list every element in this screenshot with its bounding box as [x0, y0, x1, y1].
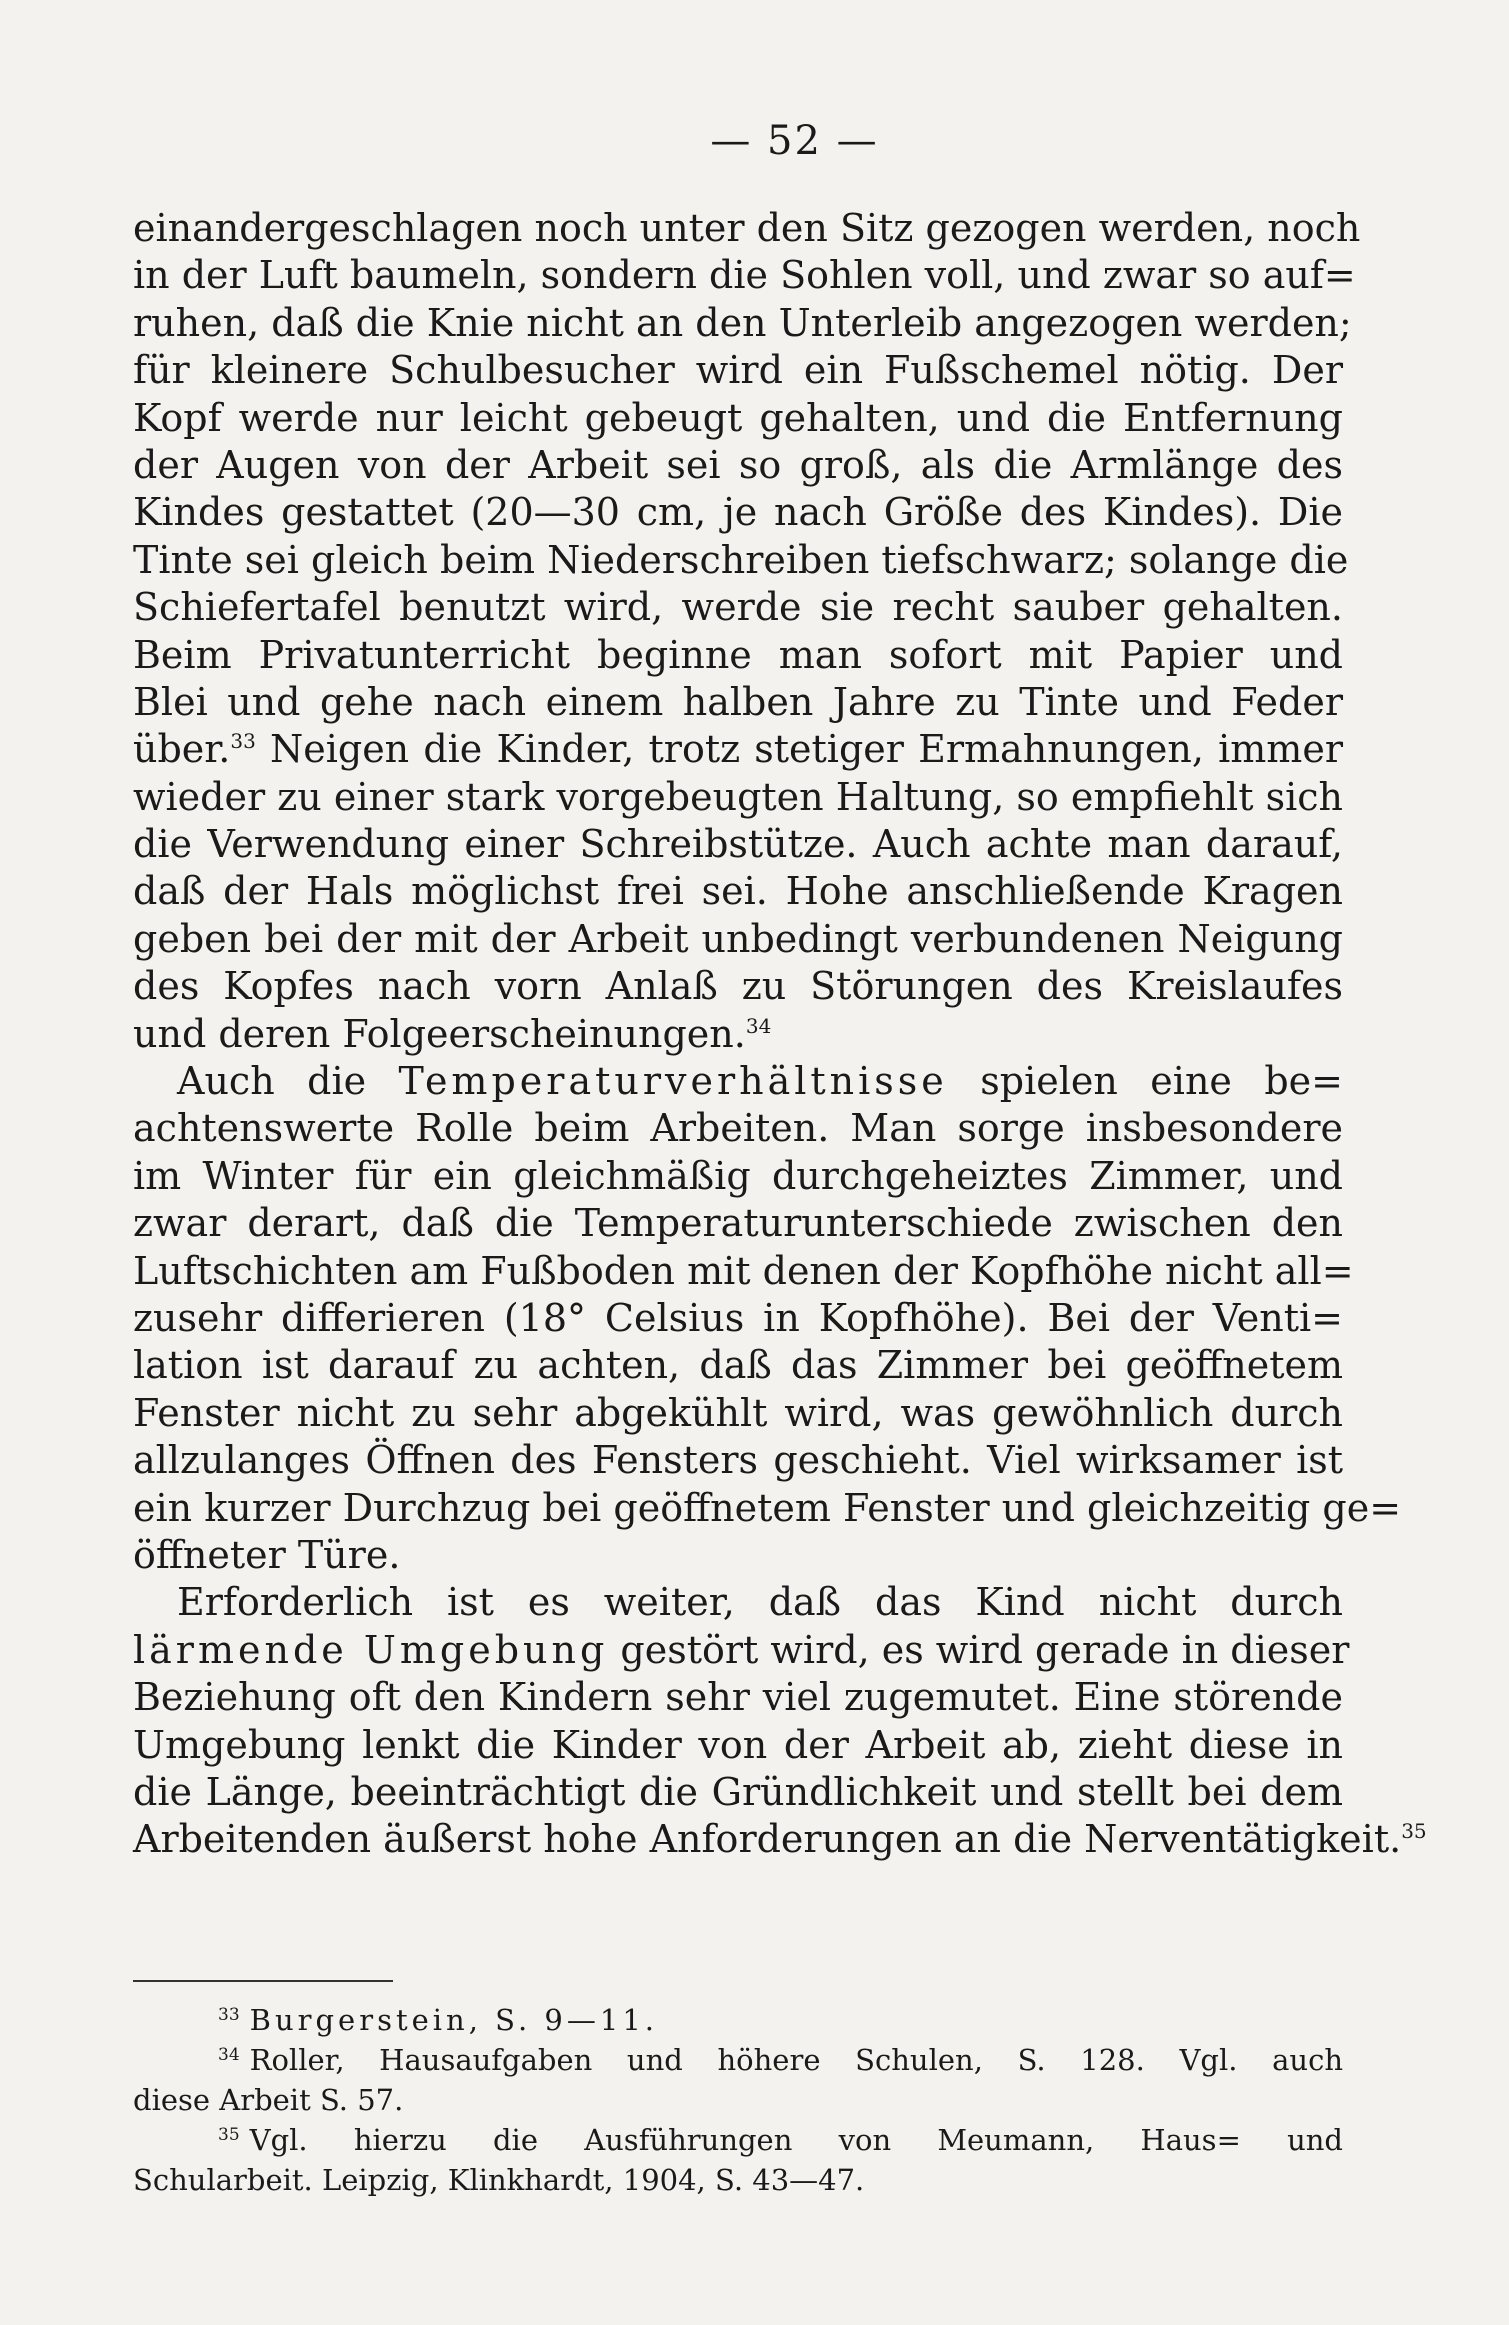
body-text: [133, 205, 1427, 1864]
text-line: der Augen von der Arbeit sei so groß, als die Armlänge des: [133, 442, 1343, 487]
text-line: [133, 1011, 1343, 1058]
text-line: Erforderlich ist es weiter, daß das Kind nicht durch: [177, 1580, 1343, 1625]
footnote-33: [133, 2000, 1343, 2040]
text-line: [133, 726, 1343, 773]
footnote-35-continued: Schularbeit. Leipzig, Klinkhardt, 1904, S. 43—47.: [133, 2163, 865, 2197]
text-line: ruhen, daß die Knie nicht an den Unterleib angezogen werden;: [133, 300, 1352, 345]
footnote-ref-34[interactable]: 34: [745, 1013, 772, 1038]
text-line: lation ist darauf zu achten, daß das Zimmer bei geöffnetem: [133, 1343, 1343, 1388]
text-line: geben bei der mit der Arbeit unbedingt verbundenen Neigung: [133, 916, 1343, 961]
text-line: Beim Privatunterricht beginne man sofort mit Papier und: [133, 632, 1343, 677]
text-line: wieder zu einer stark vorgebeugten Haltung, so empfiehlt sich: [133, 774, 1343, 819]
footnote-34-continued: diese Arbeit S. 57.: [133, 2083, 404, 2117]
footnote-34: [133, 2040, 1343, 2080]
emphasized-term: lärmende Umgebung: [133, 1627, 609, 1672]
footnote-text: Roller, Hausaufgaben und höhere Schulen, S. 128. Vgl. auch: [249, 2043, 1343, 2077]
text-line: achtenswerte Rolle beim Arbeiten. Man sorge insbesondere: [133, 1106, 1343, 1151]
text-line: in der Luft baumeln, sondern die Sohlen voll, und zwar so auf=: [133, 253, 1356, 298]
footnote-text: Burgerstein, S. 9—11.: [249, 2003, 659, 2037]
text-line: Kopf werde nur leicht gebeugt gehalten, und die Entfernung: [133, 395, 1343, 440]
emphasized-term: Temperaturverhältnisse: [398, 1059, 948, 1104]
text-line: [133, 1816, 1427, 1863]
text-line: ein kurzer Durchzug bei geöffnetem Fenster und gleichzeitig ge=: [133, 1485, 1402, 1530]
text-line: zusehr differieren (18° Celsius in Kopfhöhe). Bei der Venti=: [133, 1295, 1343, 1340]
text-line: Fenster nicht zu sehr abgekühlt wird, was gewöhnlich durch: [133, 1390, 1343, 1435]
text-line: zwar derart, daß die Temperaturunterschiede zwischen den: [133, 1201, 1343, 1246]
text-line: einandergeschlagen noch unter den Sitz gezogen werden, noch: [133, 206, 1361, 250]
text-line: Tinte sei gleich beim Niederschreiben tiefschwarz; solange die: [133, 537, 1349, 582]
text-line: Beziehung oft den Kindern sehr viel zugemutet. Eine störende: [133, 1675, 1343, 1720]
text-line: im Winter für ein gleichmäßig durchgeheiztes Zimmer, und: [133, 1153, 1343, 1198]
text-fragment: spielen eine be=: [947, 1059, 1344, 1104]
text-line: für kleinere Schulbesucher wird ein Fußschemel nötig. Der: [133, 348, 1343, 393]
footnote-ref-33[interactable]: 33: [230, 729, 256, 754]
text-line: daß der Hals möglichst frei sei. Hohe anschließende Kragen: [133, 869, 1343, 914]
text-fragment: über.: [133, 727, 231, 772]
text-line: allzulanges Öffnen des Fensters geschieht. Viel wirksamer ist: [133, 1438, 1343, 1483]
text-fragment: Neigen die Kinder, trotz stetiger Ermahnungen, immer: [255, 727, 1343, 772]
text-line: öffneter Türe.: [133, 1532, 401, 1577]
footnote-divider: [133, 1980, 393, 1982]
text-line: Schiefertafel benutzt wird, werde sie recht sauber gehalten.: [133, 585, 1343, 630]
text-line: Kindes gestattet (20—30 cm, je nach Größe des Kindes). Die: [133, 490, 1343, 535]
text-line: [133, 1627, 1350, 1674]
text-fragment: gestört wird, es wird gerade in dieser: [608, 1627, 1350, 1672]
text-line: Blei und gehe nach einem halben Jahre zu Tinte und Feder: [133, 679, 1343, 724]
text-line: die Länge, beeinträchtigt die Gründlichkeit und stellt bei dem: [133, 1769, 1343, 1814]
footnote-mark: 34: [218, 2045, 240, 2065]
text-line: des Kopfes nach vorn Anlaß zu Störungen des Kreislaufes: [133, 964, 1343, 1009]
footnote-ref-35[interactable]: 35: [1401, 1819, 1427, 1844]
footnotes: [133, 2000, 1343, 2200]
footnote-mark: 33: [218, 2005, 240, 2025]
text-line: Umgebung lenkt die Kinder von der Arbeit ab, zieht diese in: [133, 1722, 1343, 1767]
footnote-text: Vgl. hierzu die Ausführungen von Meumann, Haus= und: [249, 2123, 1343, 2157]
text-line: [133, 1058, 1343, 1105]
footnote-35: [133, 2120, 1343, 2160]
text-fragment: Arbeitenden äußerst hohe Anforderungen an die Nerventätigkeit.: [133, 1817, 1402, 1862]
text-line: die Verwendung einer Schreibstütze. Auch achte man darauf,: [133, 822, 1343, 867]
text-line: Luftschichten am Fußboden mit denen der Kopfhöhe nicht all=: [133, 1248, 1354, 1293]
text-fragment: und deren Folgeerscheinungen.: [133, 1011, 746, 1056]
text-fragment: Auch die: [177, 1059, 399, 1104]
page-number: — 52 —: [710, 118, 879, 164]
footnote-mark: 35: [218, 2125, 240, 2145]
